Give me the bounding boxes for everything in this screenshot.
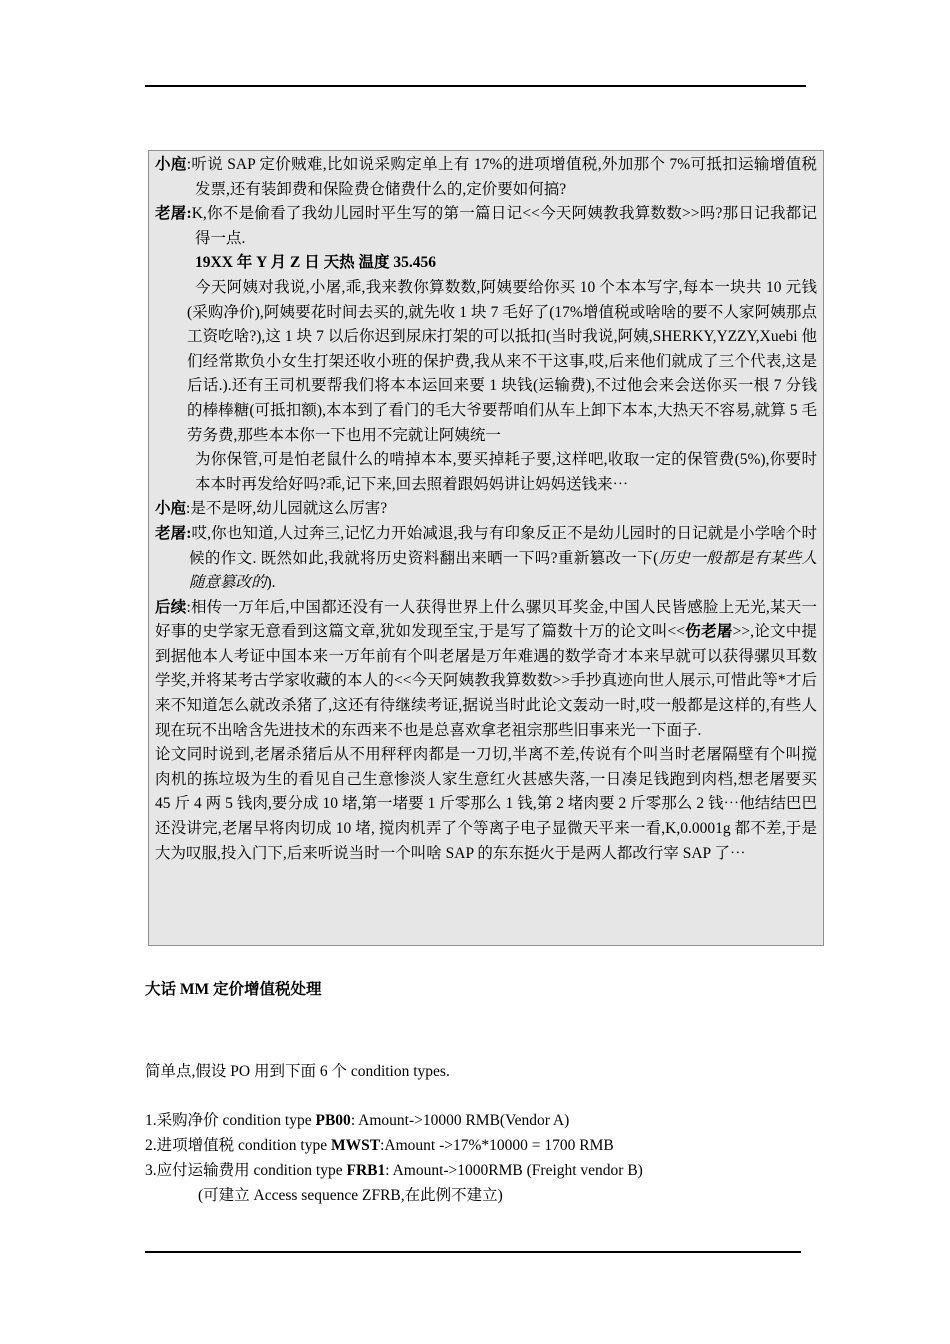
speaker-label: 小庖 (155, 500, 187, 518)
diary-paragraph-1: 今天阿姨对我说,小屠,乖,我来教你算数数,阿姨要给你买 10 个本本写字,每本一块共 10 元钱(采购净价),阿姨要花时间去买的,就先收 1 块 7 毛好了(17%增值税或啥啥的要不人家阿姨那点工资吃啥?),这 1 块 7 以后你迟到尿床打架的可以抵扣(当时我说,阿姨,SHERKY,YZZY,Xuebi 他们经常欺负小女生打架还收小班的保护费,我从来不干这事,哎,后来他们就成了三个代表,这是后话.).还有王司机要帮我们将本本运回来要 1 块钱(运输费),不过他会来会送你买一根 7 分钱的棒棒糖(可抵扣额),本本到了看门的毛大爷要帮咱们从车上卸下本本,大热天不容易,就算 5 毛劳务费,那些本本你一下也用不完就让阿姨统一 (187, 278, 817, 444)
dialog-text: K,你不是偷看了我幼儿园时平生写的第一篇日记<<今天阿姨教我算数数>>吗?那日记我都记得一点. (191, 205, 817, 247)
italic-aside: 历史一般都是有某些人随意篡改的 (189, 549, 817, 592)
speaker-label: 老屠: (155, 205, 192, 223)
dialog-paragraph-1 (155, 153, 817, 202)
footer-rule (145, 1251, 801, 1253)
dialog-text: :相传一万年后,中国都还没有一人获得世界上什么骡贝耳奖金,中国人民皆感脸上无光,某天一好事的史学家无意看到这篇文章,犹如发现至宝,于是写了篇数十万的论文叫<< (155, 598, 817, 641)
dialog-paragraph-3 (155, 497, 817, 522)
dialog-text: 哎,你也知道,人过奔三,记忆力开始减退,我与有印象反正不是幼儿园时的日记就是小学啥个时候的作文. 既然如此,我就将历史资料翻出来晒一下吗?重新篡改一下( (189, 524, 817, 567)
condition-item-2: 2.进项增值税 condition type MWST:Amount ->17%*10000 = 1700 RMB (145, 1137, 614, 1154)
dialog-paragraph-4: 老屠:哎,你也知道,人过奔三,记忆力开始减退,我与有印象反正不是幼儿园时的日记就是小学啥个时候的作文. 既然如此,我就将历史资料翻出来晒一下吗?重新篡改一下(历史一般都是有某些人随意篡改的). (155, 524, 817, 592)
condition-code: MWST (331, 1137, 381, 1154)
condition-code: FRB1 (346, 1162, 386, 1179)
intro-text: 简单点,假设 PO 用到下面 6 个 condition types. (145, 1063, 450, 1080)
section-title: 大话 MM 定价增值税处理 (145, 981, 322, 998)
dialog-paragraph-5 (155, 596, 817, 744)
diary-paragraph-2: 为你保管,可是怕老鼠什么的啃掉本本,要买掉耗子要,这样吧,收取一定的保管费(5%),你要时本本时再发给好吗?乖,记下来,回去照着跟妈妈讲让妈妈送钱来⋯ (195, 451, 817, 493)
condition-code: PB00 (315, 1112, 351, 1129)
condition-item-1: 1.采购净价 condition type PB00: Amount->10000 RMB(Vendor A) (145, 1112, 570, 1129)
header-rule (145, 85, 806, 87)
condition-note: (可建立 Access sequence ZFRB,在此例不建立) (198, 1187, 503, 1204)
dialog-text: :听说 SAP 定价贼难,比如说采购定单上有 17%的进项增值税,外加那个 7%可抵扣运输增值税发票,还有装卸费和保险费仓储费什么的,定价要如何搞? (186, 156, 817, 198)
dialog-text: >>,论文中提到据他本人考证中国本来一万年前有个叫老屠是万年难遇的数学奇才本来早就可以获得骡贝耳数学奖,并将某考古学家收藏的本人的<<今天阿姨教我算数数>>手抄真迹向世人展示,可惜此等*才后来不知道怎么就改杀猪了,这还有待继续考证,据说当时此论文轰动一时,哎一般都是这样的,有些人现在玩不出啥含先进技术的东西来不也是总喜欢拿老祖宗那些旧事来光一下面子. (155, 623, 817, 739)
dialog-text: :是不是呀,幼儿园就这么厉害? (186, 500, 388, 518)
speaker-label: 老屠: (155, 524, 192, 542)
speaker-label: 后续 (155, 598, 187, 616)
dialog-box (148, 150, 824, 946)
speaker-label: 小庖 (155, 156, 187, 173)
diary-header: 19XX 年 Y 月 Z 日 天热 温度 35.456 (195, 254, 436, 272)
dialog-paragraph-6: 论文同时说到,老屠杀猪后从不用秤秤肉都是一刀切,半离不差,传说有个叫当时老屠隔壁有个叫搅肉机的拣垃圾为生的看见自己生意惨淡人家生意红火甚感失落,一日凑足钱跑到肉档,想老屠要买 45 斤 4 两 5 钱肉,要分成 10 堵,第一堵要 1 斤零那么 1 钱,第 2 堵肉要 2 斤零那么 2 钱⋯他结结巴巴还没讲完,老屠早将肉切成 10 堵, 搅肉机弄了个等离子电子显微天平来一看,K,0.0001g 都不差,于是大为叹服,投入门下,后来听说当时一个叫啥 SAP 的东东挺火于是两人都改行宰 SAP 了⋯ (155, 746, 817, 862)
bold-title: 伤老屠 (685, 623, 733, 641)
dialog-paragraph-2 (155, 202, 817, 251)
condition-item-3: 3.应付运输费用 condition type FRB1: Amount->1000RMB (Freight vendor B) (145, 1162, 643, 1179)
